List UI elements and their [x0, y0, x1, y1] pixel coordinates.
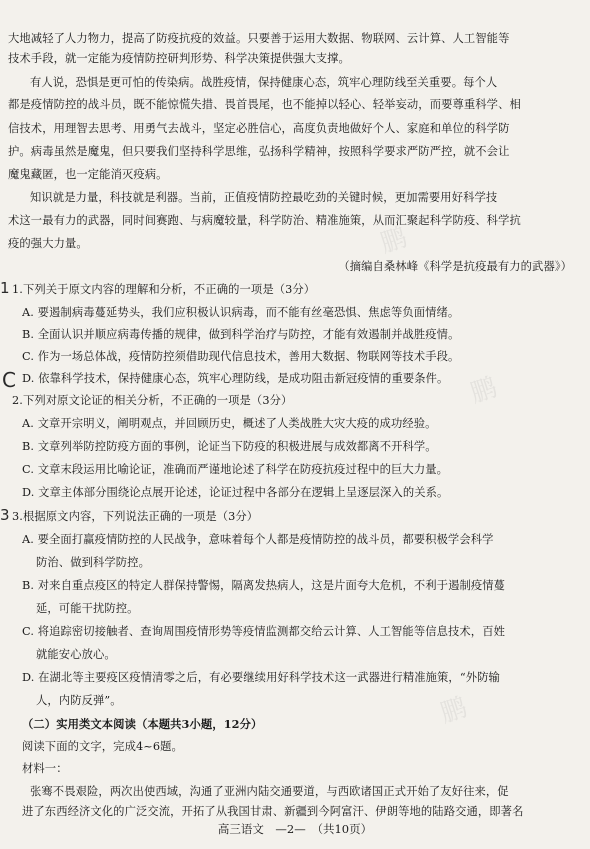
paragraph-line: 知识就是力量，科技就是利器。当前，正值疫情防控最吃劲的关键时候，更加需要用好科学技: [30, 191, 498, 204]
question-1-option-a: A. 要遏制病毒蔓延势头，我们应积极认识病毒，而不能有丝毫恐惧、焦虑等负面情绪。: [22, 306, 460, 319]
question-1-option-c: C. 作为一场总体战，疫情防控须借助现代信息技术，善用大数据、物联网等技术手段。: [22, 350, 460, 363]
question-3-option-c-cont: 就能安心放心。: [36, 648, 116, 661]
question-1-option-b: B. 全面认识并顺应病毒传播的规律，做到科学治疗与防控，才能有效遏制并战胜疫情。: [22, 328, 460, 341]
handwritten-mark: C: [2, 368, 16, 392]
question-3-stem: 3.根据原文内容，下列说法正确的一项是（3分）: [12, 510, 259, 523]
question-2-stem: 2.下列对原文论证的相关分析，不正确的一项是（3分）: [12, 394, 293, 407]
paragraph-line: 大地减轻了人力物力，提高了防疫抗疫的效益。只要善于运用大数据、物联网、云计算、人工智能等: [8, 32, 510, 45]
faint-stamp-watermark: 鹏: [436, 692, 471, 730]
question-3-option-d: D. 在湖北等主要疫区疫情清零之后，有必要继续用好科学技术这一武器进行精准施策，“外防输: [22, 671, 500, 684]
paragraph-line: 有人说，恐惧是更可怕的传染病。战胜疫情，保持健康心态，筑牢心理防线至关重要。每个人: [30, 76, 498, 89]
paragraph-line: 信技术，用理智去思考、用勇气去战斗，坚定必胜信心，高度负责地做好个人、家庭和单位的科学防: [8, 122, 510, 135]
question-3-option-d-cont: 人，内防反弹”。: [36, 694, 122, 707]
question-3-option-a-cont: 防治、做到科学防控。: [36, 556, 150, 569]
question-1-option-d: D. 依靠科学技术，保持健康心态，筑牢心理防线，是成功阻击新冠疫情的重要条件。: [22, 372, 449, 385]
question-3-option-c: C. 将追踪密切接触者、查询周围疫情形势等疫情监测都交给云计算、人工智能等信息技术，百姓: [22, 625, 505, 638]
source-citation: （摘编自桑林峰《科学是抗疫最有力的武器》）: [338, 260, 572, 273]
paragraph-line: 技术手段，就一定能为疫情防控研判形势、科学决策提供强大支撑。: [8, 52, 350, 65]
material-line: 进了东西经济文化的广泛交流，开拓了从我国甘肃、新疆到今阿富汗、伊朗等地的陆路交通，即著名: [22, 805, 524, 818]
question-3-option-b-cont: 延，可能干扰防控。: [36, 602, 139, 615]
paragraph-line: 护。病毒虽然是魔鬼，但只要我们坚持科学思维，弘扬科学精神，按照科学要求严防严控，就不会让: [8, 145, 510, 158]
paragraph-line: 疫的强大力量。: [8, 237, 88, 250]
question-1-stem: 1.下列关于原文内容的理解和分析，不正确的一项是（3分）: [12, 283, 316, 296]
handwritten-mark: 1: [0, 279, 10, 297]
paragraph-line: 魔鬼藏匿，也一定能消灭疫病。: [8, 168, 168, 181]
material-line: 张骞不畏艰险，两次出使西域，沟通了亚洲内陆交通要道，与西欧诸国正式开始了友好往来，促: [30, 785, 509, 798]
section-instruction: 阅读下面的文字，完成4~6题。: [22, 740, 183, 753]
question-2-option-c: C. 文章末段运用比喻论证，准确而严谨地论述了科学在防疫抗疫过程中的巨大力量。: [22, 463, 449, 476]
question-2-option-b: B. 文章列举防控防疫方面的事例，论证当下防疫的积极进展与成效都离不开科学。: [22, 440, 437, 453]
question-2-option-d: D. 文章主体部分围绕论点展开论述，论证过程中各部分在逻辑上呈逐层深入的关系。: [22, 486, 449, 499]
question-2-option-a: A. 文章开宗明义，阐明观点，并回顾历史，概述了人类战胜大灾大疫的成功经验。: [22, 417, 437, 430]
section-heading: （二）实用类文本阅读（本题共3小题，12分）: [22, 717, 263, 731]
question-3-option-a: A. 要全面打赢疫情防控的人民战争，意味着每个人都是疫情防控的战斗员，都要积极学会科学: [22, 533, 494, 546]
material-label: 材料一：: [22, 762, 68, 775]
paragraph-line: 都是疫情防控的战斗员，既不能惊慌失措、畏首畏尾，也不能掉以轻心、轻举妄动，而要尊重科学、相: [8, 98, 521, 111]
page-footer: 高三语文 —2— （共10页）: [217, 822, 373, 836]
paragraph-line: 术这一最有力的武器，同时间赛跑、与病魔较量，科学防治、精准施策，从而汇聚起科学防疫、科学抗: [8, 214, 521, 227]
faint-stamp-watermark: 鹏: [376, 222, 411, 260]
faint-stamp-watermark: 鹏: [466, 372, 501, 410]
question-3-option-b: B. 对来自重点疫区的特定人群保持警惕，隔离发热病人，这是片面夸大危机，不利于遏制疫情蔓: [22, 579, 506, 592]
handwritten-mark: 3: [0, 506, 10, 524]
